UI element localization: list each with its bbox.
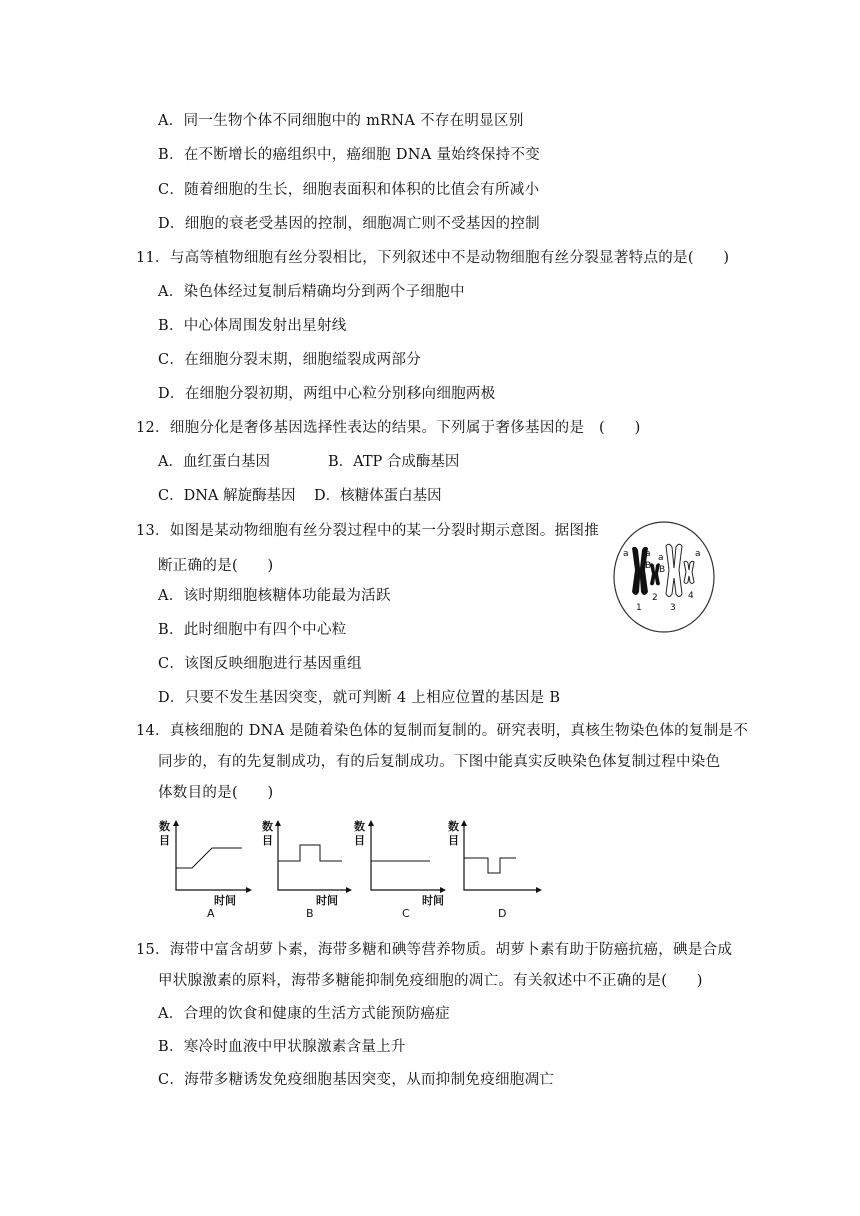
q12-option-a: A．血红蛋白基因	[158, 454, 270, 470]
graph-b-ylabel-2: 目	[262, 834, 273, 847]
q15-stem-line1: 15．海带中富含胡萝卜素，海带多糖和碘等营养物质。胡萝卜素有助于防癌抗癌，碘是合成	[136, 942, 733, 958]
gene-label-1: a	[623, 549, 629, 559]
q15-option-a: A．合理的饮食和健康的生活方式能预防癌症	[158, 1006, 450, 1022]
chromosome-number-3: 3	[670, 603, 676, 613]
graph-c-xlabel: 时间	[422, 894, 444, 907]
q14-stem-line3: 体数目的是( )	[158, 785, 274, 801]
q15-option-b: B．寒冷时血液中甲状腺激素含量上升	[158, 1039, 406, 1055]
graph-b-curve	[278, 845, 342, 861]
q13-option-b: B．此时细胞中有四个中心粒	[158, 622, 347, 638]
graph-a	[158, 818, 258, 920]
q11-option-a: A．染色体经过复制后精确均分到两个子细胞中	[158, 284, 465, 300]
graph-b	[258, 818, 358, 920]
q11-option-d: D．在细胞分裂初期，两组中心粒分别移向细胞两极	[158, 386, 496, 402]
graph-c-option: C	[402, 907, 410, 920]
chromosome-3	[666, 544, 682, 596]
cell-membrane	[614, 522, 714, 632]
q15-option-c: C．海带多糖诱发免疫细胞基因突变，从而抑制免疫细胞凋亡	[158, 1072, 555, 1088]
graph-a-option: A	[207, 907, 215, 920]
graph-d-ylabel-2: 目	[448, 834, 459, 847]
graph-d-ylabel-1: 数	[448, 820, 459, 833]
q10-option-a: A．同一生物个体不同细胞中的 mRNA 不存在明显区别	[158, 113, 524, 129]
q12-stem: 12．细胞分化是奢侈基因选择性表达的结果。下列属于奢侈基因的是 ( )	[136, 420, 641, 436]
q12-option-d: D．核糖体蛋白基因	[314, 488, 442, 504]
q13-option-d: D．只要不发生基因突变，就可判断 4 上相应位置的基因是 B	[158, 690, 561, 706]
q13-stem-line1: 13．如图是某动物细胞有丝分裂过程中的某一分裂时期示意图。据图推	[136, 523, 600, 539]
graph-a-arrow-x	[246, 887, 252, 893]
graph-a-ylabel-2: 目	[159, 834, 170, 847]
graph-d-axes	[464, 822, 540, 890]
gene-label-5: a	[695, 549, 701, 559]
graph-d-arrow-y	[461, 820, 467, 826]
graph-d	[446, 818, 546, 920]
gene-label-4: a	[658, 553, 664, 563]
chromosome-4	[684, 561, 694, 583]
graph-a-ylabel-1: 数	[159, 820, 170, 833]
graph-a-curve	[176, 848, 242, 868]
q13-stem-line2: 断正确的是( )	[158, 558, 274, 574]
graph-d-arrow-x	[536, 887, 542, 893]
q10-option-b: B．在不断增长的癌组织中，癌细胞 DNA 量始终保持不变	[158, 147, 541, 163]
graph-b-arrow-y	[275, 820, 281, 826]
q13-option-c: C．该图反映细胞进行基因重组	[158, 656, 362, 672]
cell-division-figure	[612, 520, 716, 634]
q15-stem-line2: 甲状腺激素的原料，海带多糖能抑制免疫细胞的凋亡。有关叙述中不正确的是( )	[158, 973, 703, 989]
q12-option-b: B．ATP 合成酶基因	[328, 454, 460, 470]
graph-c	[352, 818, 452, 920]
q10-option-d: D．细胞的衰老受基因的控制，细胞凋亡则不受基因的控制	[158, 216, 540, 232]
graph-a-axes	[176, 822, 250, 890]
graph-a-xlabel: 时间	[214, 894, 236, 907]
q12-option-c: C．DNA 解旋酶基因	[158, 488, 296, 504]
graph-c-arrow-y	[368, 820, 374, 826]
graph-d-curve	[464, 858, 516, 873]
graph-b-ylabel-1: 数	[262, 820, 273, 833]
q11-option-c: C．在细胞分裂末期，细胞缢裂成两部分	[158, 352, 421, 368]
q14-stem-line2: 同步的，有的先复制成功，有的后复制成功。下图中能真实反映染色体复制过程中染色	[158, 754, 721, 770]
q11-option-b: B．中心体周围发射出星射线	[158, 318, 347, 334]
gene-label-2: a	[645, 549, 651, 559]
gene-label-6: B	[659, 565, 666, 575]
q13-option-a: A．该时期细胞核糖体功能最为活跃	[158, 588, 391, 604]
chromosome-number-4: 4	[688, 591, 694, 601]
graph-b-xlabel: 时间	[316, 894, 338, 907]
gene-label-3: B	[645, 561, 652, 571]
graph-c-ylabel-2: 目	[354, 834, 365, 847]
chromosome-number-2: 2	[652, 593, 658, 603]
graph-a-arrow-y	[173, 820, 179, 826]
graph-b-option: B	[306, 907, 314, 920]
graph-c-ylabel-1: 数	[354, 820, 365, 833]
q11-stem: 11．与高等植物细胞有丝分裂相比，下列叙述中不是动物细胞有丝分裂显著特点的是( )	[136, 250, 730, 266]
graph-c-axes	[371, 822, 444, 890]
chromosome-number-1: 1	[636, 603, 642, 613]
q10-option-c: C．随着细胞的生长，细胞表面积和体积的比值会有所减小	[158, 182, 540, 198]
q14-stem-line1: 14．真核细胞的 DNA 是随着染色体的复制而复制的。研究表明，真核生物染色体的复制是不	[136, 723, 749, 739]
graph-d-option: D	[498, 907, 507, 920]
graph-b-axes	[278, 822, 350, 890]
